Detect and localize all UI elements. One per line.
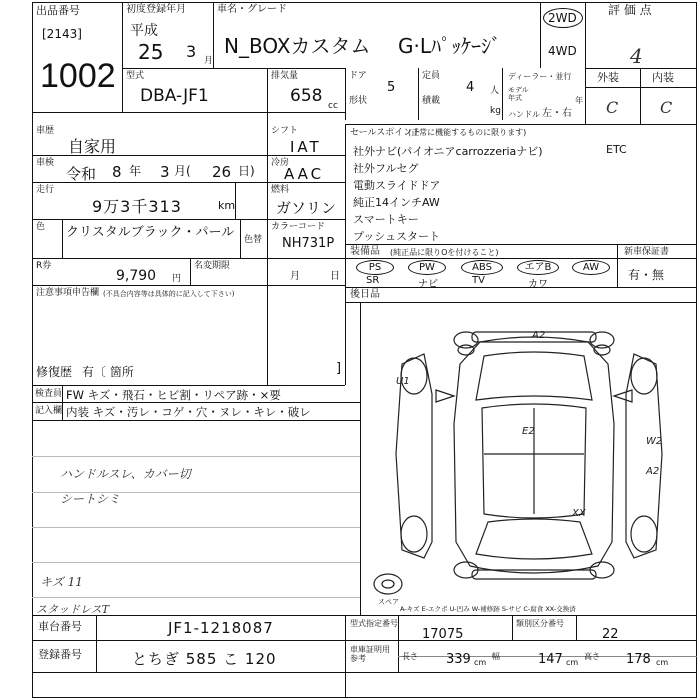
length-label: 長さ	[402, 652, 418, 661]
height-value: 178	[626, 652, 651, 667]
post-delivery-label: 後日品	[350, 289, 380, 300]
warranty-value: 有・無	[628, 268, 665, 282]
model-label: 型式	[126, 71, 145, 81]
exterior-label: 外装	[597, 71, 619, 84]
doors-label: ドア	[349, 71, 367, 81]
ac-label: 冷房	[271, 158, 290, 168]
diagram-mark-right-a: A2	[646, 466, 660, 477]
type-designation-value: 17075	[422, 627, 464, 642]
car-damage-diagram	[362, 304, 696, 614]
inspection-month: 3	[160, 163, 170, 181]
shift-label: シフト	[271, 126, 299, 136]
diagram-mark-right-x: XX	[572, 508, 586, 519]
inspector-row-2: 内装 キズ・汚レ・コゲ・穴・ヌレ・キレ・破レ	[66, 405, 311, 419]
first-reg-year: 25	[138, 40, 164, 64]
equipment-sublabel: (純正品に限りOを付けること)	[390, 248, 499, 257]
model-value: DBA-JF1	[140, 86, 209, 106]
equipment-airbag-badge[interactable]: エアB	[517, 260, 559, 275]
diagram-mark-top: A2	[532, 330, 546, 341]
inspector-row-1: FW キズ・飛石・ヒビ割・リペア跡・×要	[66, 388, 281, 402]
load-unit: kg	[490, 106, 501, 116]
sales-point-item: スマートキー	[353, 213, 419, 226]
name-change-month: 月	[290, 271, 300, 282]
notes-sublabel: (不具合内容等は具体的に記入して下さい)	[103, 290, 235, 298]
category-number-value: 22	[602, 627, 619, 642]
displacement-label: 排気量	[271, 71, 299, 81]
damage-legend: A-キズ E-エクボ U-凹み W-補修跡 S-サビ C-腐食 XX-交換済	[400, 605, 576, 613]
mileage-unit: km	[218, 199, 236, 212]
lot-label: 出品番号	[36, 4, 80, 17]
registration-value: とちぎ 585 こ 120	[132, 650, 277, 668]
equipment-ps-badge[interactable]: PS	[356, 260, 394, 275]
mileage-value: 9万3千313	[92, 197, 182, 216]
displacement-unit: cc	[328, 101, 338, 111]
interior-label: 内装	[652, 71, 674, 84]
equipment-leather: カワ	[528, 279, 548, 290]
inspection-era: 令和	[66, 165, 97, 183]
handwritten-note: ハンドルスレ、カバー切	[60, 467, 191, 481]
width-unit: cm	[566, 658, 579, 667]
notes-label: 注意事項申告欄	[36, 288, 100, 298]
diagram-mark-roof: E2	[522, 426, 535, 437]
car-grade: G·Lﾊﾟｯｹｰｼﾞ	[398, 34, 501, 58]
diagram-mark-right-u: W2	[646, 436, 663, 447]
evaluation-label: 評 価 点	[608, 3, 652, 17]
purpose-label: 車歴	[36, 126, 55, 136]
model-year-unit: 年	[575, 96, 583, 105]
interior-grade: C	[660, 98, 673, 117]
equipment-tv: TV	[472, 275, 485, 286]
repaint-label: 色替	[244, 235, 263, 245]
sales-points-label: セールスポイント	[350, 128, 422, 138]
shape-label: 形状	[349, 96, 368, 106]
equipment-navi: ナビ	[418, 279, 438, 290]
sales-point-item: 社外フルセグ	[353, 162, 419, 175]
equipment-pw-badge[interactable]: PW	[408, 260, 446, 275]
dimensions-label: 車庫証明用参考	[350, 645, 390, 663]
sales-point-item: プッシュスタート	[353, 230, 441, 243]
height-label: 高さ	[584, 652, 600, 661]
sales-points-sublabel: (正常に機能するものに限ります)	[408, 128, 527, 137]
displacement-value: 658	[290, 86, 323, 106]
inspection-day: 26	[212, 163, 232, 181]
sales-point-etc: ETC	[606, 143, 627, 156]
handle-label: ハンドル	[508, 110, 540, 119]
capacity-unit: 人	[490, 86, 500, 96]
repair-value: 有〔 箇所	[82, 365, 134, 379]
drive-4wd: 4WD	[548, 44, 577, 58]
width-label: 幅	[492, 652, 500, 661]
handle-value: 左・右	[542, 108, 572, 119]
fuel-value: ガソリン	[276, 199, 337, 217]
car-name-label: 車名・グレード	[217, 4, 287, 15]
car-name: N_BOXカスタム	[224, 34, 371, 58]
capacity-value: 4	[466, 80, 475, 95]
equipment-sr: SR	[366, 275, 380, 286]
handwritten-note: スタッドレスT	[36, 603, 110, 616]
evaluation-score: 4	[630, 44, 643, 68]
lot-number: 1002	[40, 57, 116, 95]
exterior-grade: C	[606, 98, 619, 117]
color-label: 色	[36, 222, 46, 232]
capacity-label: 定員	[422, 71, 441, 81]
inspector-label-1: 検査員	[35, 389, 63, 399]
first-reg-month: 3	[186, 42, 197, 61]
type-designation-label: 型式指定番号	[350, 619, 398, 628]
ac-value: AAC	[284, 165, 325, 183]
length-value: 339	[446, 652, 471, 667]
dealer-label: ディーラー・並行	[508, 72, 572, 81]
category-number-label: 類別区分番号	[516, 619, 564, 628]
sales-point-item: 社外ナビ(パイオニアcarrozzeriaナビ)	[353, 145, 543, 158]
lot-code: [2143]	[42, 27, 82, 41]
inspection-label: 車検	[36, 158, 55, 168]
drive-2wd: 2WD	[548, 11, 577, 25]
inspection-year: 8	[112, 163, 122, 181]
height-unit: cm	[656, 658, 669, 667]
name-change-label: 名変期限	[194, 261, 231, 271]
name-change-day: 日	[330, 271, 340, 282]
diagram-mark-left: U1	[396, 376, 410, 387]
repair-label: 修復歴	[36, 365, 73, 379]
first-reg-month-unit: 月	[204, 56, 214, 66]
fuel-label: 燃料	[271, 185, 290, 195]
length-unit: cm	[474, 658, 487, 667]
registration-label: 登録番号	[38, 648, 82, 661]
warranty-label: 新車保証書	[624, 247, 670, 257]
color-value: クリスタルブラック・パール	[66, 225, 235, 240]
sales-point-item: 電動スライドドア	[353, 179, 441, 192]
handwritten-note: シートシミ	[60, 492, 121, 506]
shift-value: IAT	[290, 138, 322, 156]
chassis-value: JF1-1218087	[168, 619, 274, 637]
equipment-label: 装備品	[350, 246, 380, 257]
equipment-abs-badge[interactable]: ABS	[461, 260, 503, 275]
load-label: 積載	[422, 96, 441, 106]
width-value: 147	[538, 652, 563, 667]
recycle-label: R券	[36, 261, 52, 271]
mileage-label: 走行	[36, 185, 55, 195]
purpose-value: 自家用	[68, 137, 117, 156]
recycle-unit: 円	[172, 274, 182, 284]
chassis-label: 車台番号	[38, 620, 82, 633]
sales-point-item: 純正14インチAW	[353, 196, 440, 209]
color-code-value: NH731P	[282, 236, 335, 251]
first-reg-label: 初度登録年月	[126, 4, 186, 15]
doors-value: 5	[387, 80, 396, 95]
inspector-label-2: 記入欄	[35, 406, 63, 416]
model-year-label: モデル年式	[508, 86, 529, 102]
handwritten-note: キズ 11	[40, 575, 83, 589]
color-code-label: カラーコード	[271, 222, 326, 232]
first-reg-era: 平成	[130, 23, 158, 39]
recycle-value: 9,790	[116, 268, 157, 284]
spare-label: スペア	[378, 598, 399, 606]
equipment-aw-badge[interactable]: AW	[572, 260, 610, 275]
